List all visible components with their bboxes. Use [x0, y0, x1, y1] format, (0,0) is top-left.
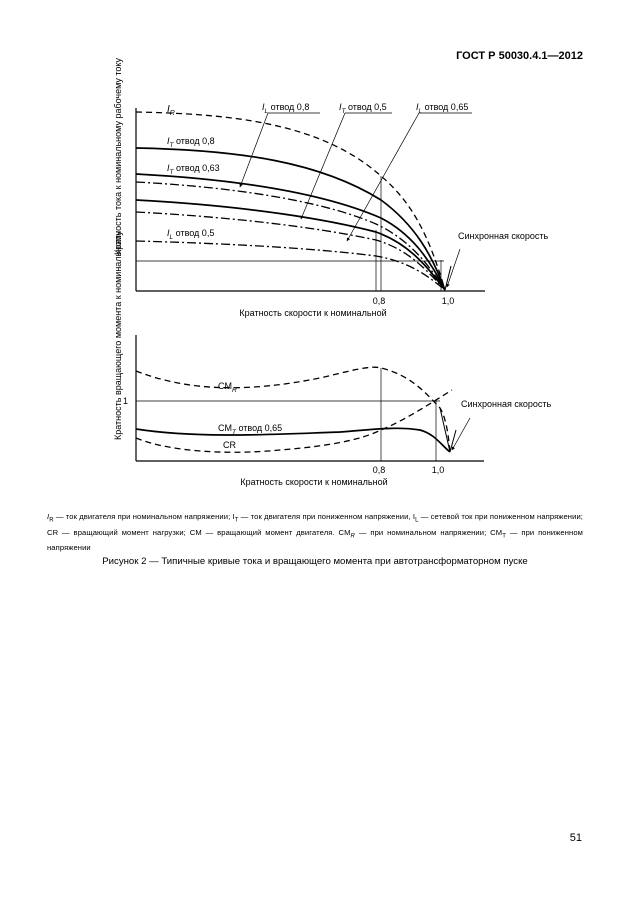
series-label: CM	[218, 381, 232, 391]
series-suffix: отвод 0,65	[422, 102, 469, 112]
legend-line5: — при пониженном напряжении	[47, 527, 583, 553]
series-sub: R	[232, 387, 237, 394]
series-sub: L	[264, 108, 269, 115]
x-axis-label-bottom: Кратность скорости к номинальной	[240, 477, 388, 487]
figure-legend: $I_R$ — ток двигателя при номинальном напряжении; $I_T$ — ток двигателя при пониженном напряжении, $I_L$ — сетевой ток при пониженном напряжении; CR — вращающий момент нагрузки; CM — вращающий момент двигателя. $CM_R$ — при номинальном напряжении; $CM_T$ — при пониженном напряжении	[47, 512, 583, 553]
series-label: I	[167, 228, 170, 238]
label-cm-r	[218, 381, 237, 394]
leader-i-l-08	[240, 113, 268, 187]
leader-sync-top	[447, 249, 460, 287]
sync-speed-label-bottom: Синхронная скорость	[461, 399, 552, 409]
series-label: I	[167, 136, 170, 146]
curve-cr	[136, 390, 452, 452]
series-sub: T	[232, 429, 236, 436]
y-axis-label-top: Кратность тока к номинальному рабочему току	[113, 58, 123, 255]
series-sub: L	[169, 234, 174, 241]
curve-i-t-05	[136, 200, 445, 290]
current-chart	[113, 58, 549, 318]
tick-10-bottom: 1,0	[431, 465, 445, 475]
tick-10-top: 1,0	[441, 296, 455, 306]
legend-line3: — сетевой ток при пониженном напряжении; CR — вращающий момент нагрузки; CM — вращающий момент двигателя. CM	[47, 512, 583, 537]
label-cr: CR	[223, 440, 236, 450]
series-label: I	[167, 163, 170, 173]
torque-chart	[113, 230, 552, 487]
label-i-r	[167, 104, 175, 117]
curve-i-l-065	[136, 212, 445, 290]
document-header: ГОСТ Р 50030.4.1—2012	[456, 50, 583, 62]
legend-line1: — ток двигателя при номинальном напряжении; I	[55, 512, 235, 521]
series-suffix: отвод 0,8	[173, 136, 215, 146]
series-suffix: отвод 0,5	[345, 102, 387, 112]
series-sub: T	[169, 142, 174, 149]
tick-1-y: 1	[122, 396, 128, 406]
series-suffix: отвод 0,8	[268, 102, 310, 112]
curve-cm-r	[136, 367, 450, 452]
series-suffix: отвод 0,63	[173, 163, 220, 173]
series-label: I	[262, 102, 265, 112]
series-sub: R	[169, 110, 175, 117]
curve-i-l-05	[136, 241, 445, 290]
legend-line4: — при номинальном напряжении; CM	[358, 527, 503, 537]
sync-speed-label-top: Синхронная скорость	[458, 231, 549, 241]
series-suffix: отвод 0,5	[173, 228, 215, 238]
series-label: I	[416, 102, 419, 112]
y-axis-label-bottom: Кратность вращающего момента к номинальному	[113, 230, 123, 440]
label-i-l-05	[167, 228, 214, 241]
tick-08-top: 0,8	[372, 296, 386, 306]
series-label: I	[167, 104, 170, 115]
x-axis-label-top: Кратность скорости к номинальной	[239, 308, 387, 318]
series-label: I	[339, 102, 342, 112]
figure-caption: Рисунок 2 — Типичные кривые тока и вращающего момента при автотрансформаторном пуске	[102, 556, 528, 567]
page-number: 51	[569, 832, 582, 844]
series-suffix: отвод 0,65	[235, 423, 283, 433]
leader-i-l-065	[347, 113, 419, 241]
label-i-t-063	[167, 163, 220, 176]
label-i-t-08	[167, 136, 215, 149]
series-sub: T	[341, 108, 346, 115]
series-sub: L	[418, 108, 423, 115]
curve-cm-t-065	[136, 428, 450, 452]
tick-08-bottom: 0,8	[372, 465, 386, 475]
legend-line2: — ток двигателя при пониженном напряжении, I	[240, 512, 416, 521]
series-label: CM	[218, 423, 232, 433]
series-sub: T	[169, 169, 174, 176]
